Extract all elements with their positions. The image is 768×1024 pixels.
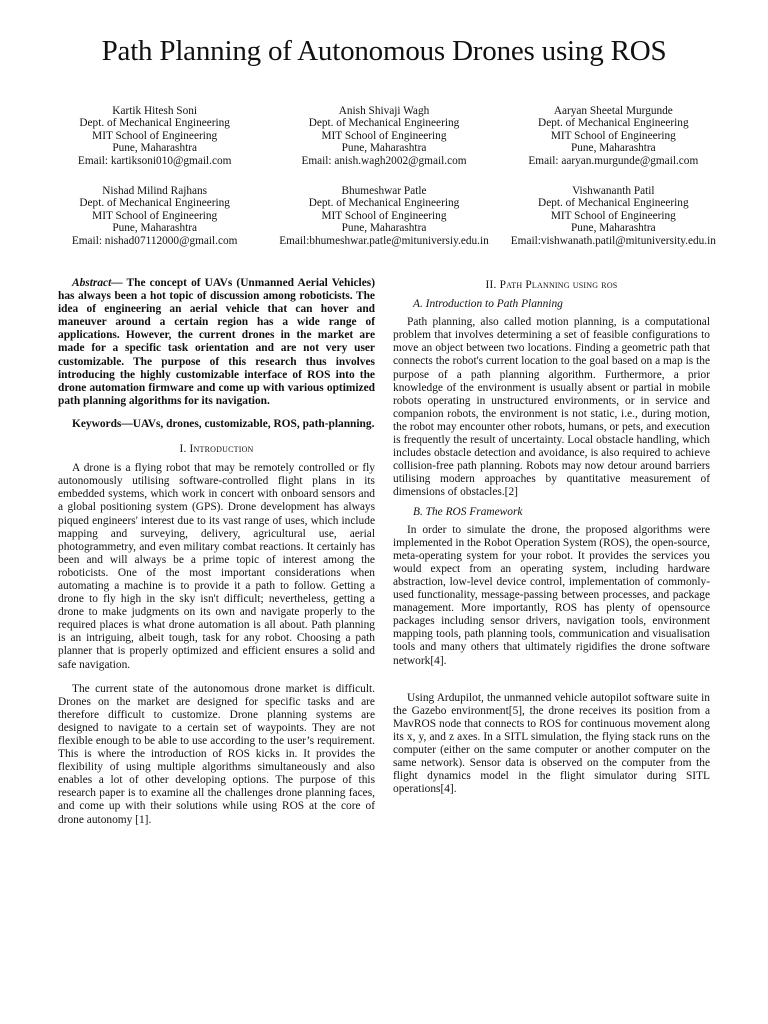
author-name: Nishad Milind Rajhans <box>102 185 208 197</box>
author-block <box>269 105 498 167</box>
author-city: Pune, Maharashtra <box>570 142 656 155</box>
subsection-heading-b: B. The ROS Framework <box>413 505 523 518</box>
author-dept: Dept. of Mechanical Engineering <box>538 117 689 130</box>
section-heading-path-planning: II. Path Planning using ros <box>485 279 618 291</box>
abstract-label: Abstract— <box>72 277 123 289</box>
author-block <box>40 105 269 167</box>
author-block <box>40 185 269 247</box>
author-school: MIT School of Engineering <box>550 209 676 222</box>
author-school: MIT School of Engineering <box>92 209 218 222</box>
abstract-text: The concept of UAVs (Unmanned Aerial Vehicles) has always been a hot topic of discussion among roboticists. The idea of engineering an aerial vehicle that can hover and maneuver around a certain region has a wide range of applications. However, the current drones in the market are made for a specific task orientation and are not very user customizable. The purpose of this research thus involves introducing the highly customizable interface of ROS into the drone automation firmware and come up with various optimized path planning algorithms for its navigation. <box>58 277 375 407</box>
path-planning-paragraph: Path planning, also called motion planning, is a computational problem that involves determining a set of feasible configurations to move an object between two locations. Finding a geometric path that connects the robot's current location to the goal based on a map is the purpose of a path planning algorithm. Furthermore, a prior knowledge of the environment is usually absent or partial in mobile robots operating in unstructured environments, or in service and companion robots, the environment is not static, i.e., during motion, the robot may encounter other robots, humans, or pets, and execution is frequently the result of uncertainty. Local obstacle handling, which includes obstacle detection and avoidance, is also required to achieve collision-free path planning. Robots may now detour around barriers utilising modern approaches by quantitative measurement of dimensions of obstacles.[2] <box>393 316 710 499</box>
author-city: Pune, Maharashtra <box>570 222 656 235</box>
author-block <box>269 185 498 247</box>
author-city: Pune, Maharashtra <box>341 142 427 155</box>
authors-row-1 <box>40 105 728 167</box>
author-name: Bhumeshwar Patle <box>341 185 427 197</box>
author-email: Email: nishad07112000@gmail.com <box>71 234 238 247</box>
author-city: Pune, Maharashtra <box>112 142 198 155</box>
author-dept: Dept. of Mechanical Engineering <box>308 197 460 210</box>
author-city: Pune, Maharashtra <box>112 222 198 235</box>
author-dept: Dept. of Mechanical Engineering <box>308 117 460 130</box>
author-email: Email: aaryan.murgunde@gmail.com <box>528 154 699 167</box>
subsection-heading-a: A. Introduction to Path Planning <box>413 298 563 311</box>
author-dept: Dept. of Mechanical Engineering <box>538 197 689 210</box>
author-email: Email:bhumeshwar.patle@mituniversiy.edu.in <box>279 234 489 247</box>
right-column <box>393 277 710 796</box>
author-name: Aaryan Sheetal Murgunde <box>553 105 673 117</box>
author-dept: Dept. of Mechanical Engineering <box>79 117 230 130</box>
author-block <box>499 105 728 167</box>
author-name: Vishwananth Patil <box>572 185 655 197</box>
author-name: Anish Shivaji Wagh <box>338 105 430 117</box>
intro-paragraph-1: A drone is a flying robot that may be remotely controlled or fly autonomously utilising software-controlled flight plans in its embedded systems, which work in concert with onboard sensors and a global positioning system (GPS). Drone development has always piqued engineers' interest due to its vast range of uses, which include mapping and surveying, delivery, agricultural use, aerial photogrammetry, and even military combat reactions. It certainly has been and will always be a prime topic of interest among the roboticists. One of the most important considerations when automating a machine is to provide it a path to follow. Getting a drone to fly high in the sky isn't difficult; nevertheless, getting a drone to make judgments on its own and navigate properly to the required places is what drone automation is all about. Path planning is an intriguing, albeit tough, task for any robot. Choosing a path planner that is properly optimized and efficient ensures a solid and safe navigation. <box>58 462 375 671</box>
author-email: Email: anish.wagh2002@gmail.com <box>301 154 467 167</box>
author-block <box>499 185 728 247</box>
author-school: MIT School of Engineering <box>550 129 676 142</box>
author-name: Kartik Hitesh Soni <box>112 105 198 117</box>
paper-title: Path Planning of Autonomous Drones using ROS <box>101 35 667 67</box>
author-city: Pune, Maharashtra <box>341 222 427 235</box>
author-dept: Dept. of Mechanical Engineering <box>79 197 230 210</box>
intro-paragraph-2: The current state of the autonomous drone market is difficult. Drones on the market are designed for specific tasks and are therefore difficult to customize. Drone planning systems are designed to navigate to a certain set of waypoints. They are not flexible enough to be able to use according to the user’s requirement. This is where the introduction of ROS kicks in. It provides the flexibility of using multiple algorithms simultaneously and also enables a lot of other developing options. The purpose of this research paper is to examine all the challenges drone planning faces, and come up with their solutions while using ROS at the core of drone autonomy [1]. <box>58 682 375 826</box>
ros-paragraph-2: Using Ardupilot, the unmanned vehicle autopilot software suite in the Gazebo environment[5], the drone receives its position from a MavROS node that connects to ROS for continuous movement along its x, y, and z axes. In a SITL simulation, the flying stack runs on the computer (either on the same computer or another computer on the same network). Sensor data is observed on the computer from the flight dynamics model in the flight simulator during SITL operations[4]. <box>393 691 710 796</box>
left-column <box>58 277 375 827</box>
section-heading-introduction: I. Introduction <box>179 443 254 456</box>
author-email: Email: kartiksoni010@gmail.com <box>77 154 232 167</box>
author-school: MIT School of Engineering <box>321 209 447 222</box>
authors-row-2 <box>40 185 728 247</box>
author-school: MIT School of Engineering <box>92 129 218 142</box>
ros-paragraph-1: In order to simulate the drone, the proposed algorithms were implemented in the Robot Operation System (ROS), the open-source, meta-operating system for your robot. It provides the services you would expect from an operating system, including hardware abstraction, low-level device control, implementation of commonly-used functionality, message-passing between processes, and package management. More importantly, ROS has plenty of opensource packages including sensor drivers, navigation tools, environment mapping tools, path planning tools, communication and visualisation tools and many others that ultimately rigidifies the drone software network[4]. <box>393 523 710 667</box>
author-email: Email:vishwanath.patil@mituniversity.edu.in <box>510 234 716 247</box>
keywords: Keywords—UAVs, drones, customizable, ROS, path-planning. <box>72 417 375 430</box>
abstract <box>58 277 375 408</box>
author-school: MIT School of Engineering <box>321 129 447 142</box>
